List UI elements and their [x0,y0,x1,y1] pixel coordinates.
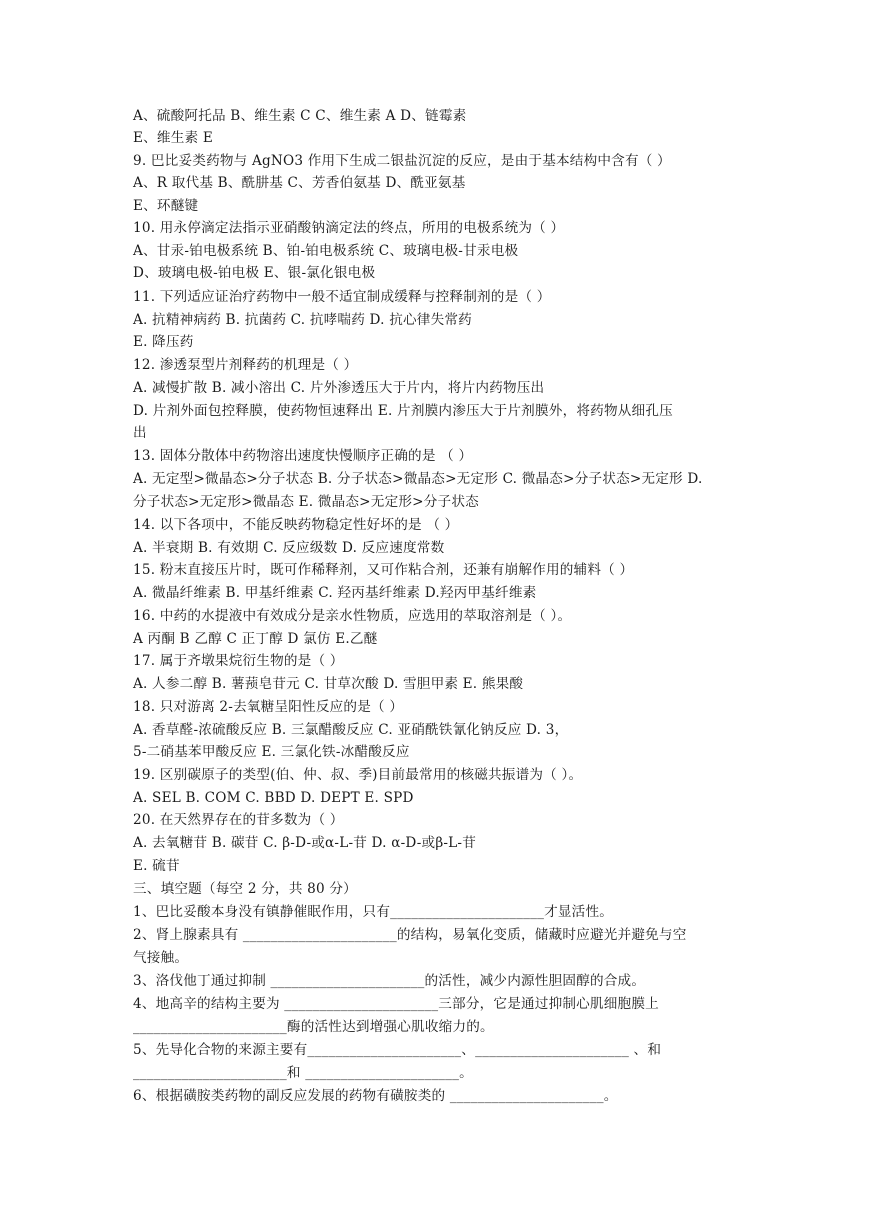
option-line: D、玻璃电极-铂电极 E、银-氯化银电极 [133,265,376,281]
fill-question-5-cont: ______________________和 ______________________。 [133,1065,473,1081]
option-line: E、维生素 E [133,130,213,146]
fill-question-5: 5、先导化合物的来源主要有______________________、______________________ 、和 [133,1042,662,1058]
option-line: 分子状态>无定形>微晶态 E. 微晶态>无定形>分子状态 [133,494,479,510]
option-line: A. 减慢扩散 B. 减小溶出 C. 片外渗透压大于片内，将片内药物压出 [133,380,545,396]
option-line: A. 半衰期 B. 有效期 C. 反应级数 D. 反应速度常数 [133,540,445,556]
question-9: 9. 巴比妥类药物与 AgNO3 作用下生成二银盐沉淀的反应，是由于基本结构中含有（ ） [133,153,671,169]
option-line: E. 降压药 [133,334,194,350]
option-line: E、环醚键 [133,198,199,214]
option-line: A、R 取代基 B、酰肼基 C、芳香伯氨基 D、酰亚氨基 [133,175,466,191]
question-10: 10. 用永停滴定法指示亚硝酸钠滴定法的终点，所用的电极系统为（ ） [133,220,565,236]
option-line: A. 抗精神病药 B. 抗菌药 C. 抗哮喘药 D. 抗心律失常药 [133,312,472,328]
fill-question-1: 1、巴比妥酸本身没有镇静催眠作用，只有______________________才显活性。 [133,904,614,920]
section-heading: 三、填空题（每空 2 分，共 80 分） [133,881,357,897]
question-14: 14. 以下各项中，不能反映药物稳定性好坏的是 （ ） [133,517,459,533]
question-20: 20. 在天然界存在的苷多数为（ ） [133,812,344,828]
fill-question-6: 6、根据磺胺类药物的副反应发展的药物有磺胺类的 ______________________。 [133,1088,618,1104]
option-line: A. 无定型>微晶态>分子状态 B. 分子状态>微晶态>无定形 C. 微晶态>分子状态>无定形 D. [133,471,703,487]
fill-question-3: 3、洛伐他丁通过抑制 ______________________的活性，减少内源性胆固醇的合成。 [133,973,646,989]
option-line: A、硫酸阿托品 B、维生素 C C、维生素 A D、链霉素 [133,108,467,124]
fill-question-4: 4、地高辛的结构主要为 ______________________三部分，它是通过抑制心肌细胞膜上 [133,996,659,1012]
option-line: A. 人参二醇 B. 薯蓣皂苷元 C. 甘草次酸 D. 雪胆甲素 E. 熊果酸 [133,676,524,692]
option-line: A. 去氧糖苷 B. 碳苷 C. β-D-或α-L-苷 D. α-D-或β-L-苷 [133,835,476,851]
question-18: 18. 只对游离 2-去氧糖呈阳性反应的是（ ） [133,699,404,715]
question-17: 17. 属于齐墩果烷衍生物的是（ ） [133,653,344,669]
option-line: A 丙酮 B 乙醇 C 正丁醇 D 氯仿 E.乙醚 [133,631,378,647]
question-19: 19. 区别碳原子的类型(伯、仲、叔、季)目前最常用的核磁共振谱为（ ）。 [133,767,583,783]
question-16: 16. 中药的水提液中有效成分是亲水性物质，应选用的萃取溶剂是（ ）。 [133,608,572,624]
option-line: E. 硫苷 [133,858,180,874]
option-line: A、甘汞-铂电极系统 B、铂-铂电极系统 C、玻璃电极-甘汞电极 [133,243,519,259]
question-12: 12. 渗透泵型片剂释药的机理是（ ） [133,357,358,373]
option-line: A. 微晶纤维素 B. 甲基纤维素 C. 羟丙基纤维素 D.羟丙甲基纤维素 [133,585,537,601]
option-line: D. 片剂外面包控释膜，使药物恒速释出 E. 片剂膜内渗压大于片剂膜外，将药物从细孔压 [133,403,673,419]
fill-question-2: 2、肾上腺素具有 ______________________的结构，易氧化变质，储藏时应避光并避免与空 [133,927,687,943]
option-line: 5-二硝基苯甲酸反应 E. 三氯化铁-冰醋酸反应 [133,744,410,760]
option-line: 出 [133,425,147,441]
question-15: 15. 粉末直接压片时，既可作稀释剂，又可作粘合剂，还兼有崩解作用的辅料（ ） [133,562,634,578]
option-line: A. 香草醛-浓硫酸反应 B. 三氯醋酸反应 C. 亚硝酰铁氰化钠反应 D. 3， [133,722,569,738]
fill-question-4-cont: ______________________酶的活性达到增强心肌收缩力的。 [133,1019,494,1035]
fill-question-2-cont: 气接触。 [133,950,189,966]
question-13: 13. 固体分散体中药物溶出速度快慢顺序正确的是 （ ） [133,448,473,464]
option-line: A. SEL B. COM C. BBD D. DEPT E. SPD [133,790,414,806]
question-11: 11. 下列适应证治疗药物中一般不适宜制成缓释与控释制剂的是（ ） [133,289,551,305]
